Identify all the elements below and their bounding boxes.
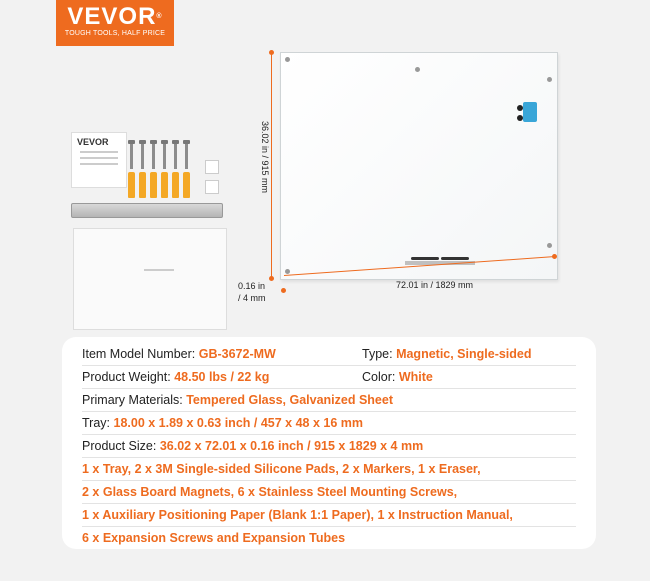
- marker-image: [411, 257, 439, 260]
- magnet-image: [517, 105, 523, 111]
- mounting-bolt: [547, 243, 552, 248]
- model-label: Item Model Number:: [82, 347, 196, 361]
- silicone-pad: [205, 180, 219, 194]
- mounting-screw: [152, 143, 155, 169]
- width-dimension-label: 72.01 in / 1829 mm: [396, 280, 474, 290]
- vevor-logo: [56, 0, 174, 46]
- materials-label: Primary Materials:: [82, 393, 183, 407]
- package-line: 1 x Auxiliary Positioning Paper (Blank 1:1 Paper), 1 x Instruction Manual,: [82, 504, 576, 527]
- tray-label: Tray:: [82, 416, 111, 430]
- mounting-screw: [163, 143, 166, 169]
- mounting-bolt: [285, 269, 290, 274]
- package-line: 2 x Glass Board Magnets, 6 x Stainless Steel Mounting Screws,: [82, 481, 576, 504]
- expansion-tube: [172, 172, 179, 198]
- expansion-tube: [161, 172, 168, 198]
- expansion-tube: [128, 172, 135, 198]
- materials-value: Tempered Glass, Galvanized Sheet: [186, 393, 393, 407]
- thickness-label-line1: 0.16 in: [238, 281, 266, 291]
- size-value: 36.02 x 72.01 x 0.16 inch / 915 x 1829 x 4 mm: [159, 439, 424, 453]
- type-value: Magnetic, Single-sided: [396, 347, 532, 361]
- height-dimension-label: 36.02 in / 915 mm: [260, 121, 270, 194]
- spec-row-tray: [82, 412, 576, 435]
- manual-brand: VEVOR: [77, 137, 109, 147]
- mounting-bolt: [285, 57, 290, 62]
- size-label: Product Size:: [82, 439, 157, 453]
- color-label: Color:: [362, 370, 396, 384]
- mounting-screw: [174, 143, 177, 169]
- brand-tagline: TOUGH TOOLS, HALF PRICE: [64, 30, 166, 37]
- magnet-image: [517, 115, 523, 121]
- package-line: 1 x Tray, 2 x 3M Single-sided Silicone Pads, 2 x Markers, 1 x Eraser,: [82, 458, 576, 481]
- expansion-tube: [150, 172, 157, 198]
- tray-image: [71, 203, 223, 218]
- mounting-screw: [185, 143, 188, 169]
- expansion-tube: [139, 172, 146, 198]
- package-line: 6 x Expansion Screws and Expansion Tubes: [82, 531, 346, 545]
- spec-table: [62, 337, 596, 549]
- eraser-image: [523, 102, 537, 122]
- thickness-label-line2: / 4 mm: [238, 293, 266, 303]
- spec-row-weight: [82, 366, 576, 389]
- weight-value: 48.50 lbs / 22 kg: [174, 370, 270, 384]
- model-value: GB-3672-MW: [198, 347, 276, 361]
- mounting-screw: [130, 143, 133, 169]
- spec-row-size: [82, 435, 576, 458]
- registered-mark: ®: [156, 13, 163, 20]
- brand-name: VEVOR: [67, 3, 157, 30]
- marker-image: [441, 257, 469, 260]
- instruction-manual-image: [71, 132, 127, 188]
- height-dimension-line: [271, 52, 272, 278]
- silicone-pad: [205, 160, 219, 174]
- mounting-screw: [141, 143, 144, 169]
- expansion-tube: [183, 172, 190, 198]
- spec-row-materials: [82, 389, 576, 412]
- color-value: White: [398, 370, 433, 384]
- weight-label: Product Weight:: [82, 370, 171, 384]
- tray-value: 18.00 x 1.89 x 0.63 inch / 457 x 48 x 16 mm: [113, 416, 363, 430]
- whiteboard-image: [280, 52, 558, 280]
- type-label: Type:: [362, 347, 393, 361]
- positioning-paper-image: [73, 228, 227, 330]
- spec-row-model: [82, 343, 576, 366]
- mounting-bolt: [547, 77, 552, 82]
- mounting-bolt: [415, 67, 420, 72]
